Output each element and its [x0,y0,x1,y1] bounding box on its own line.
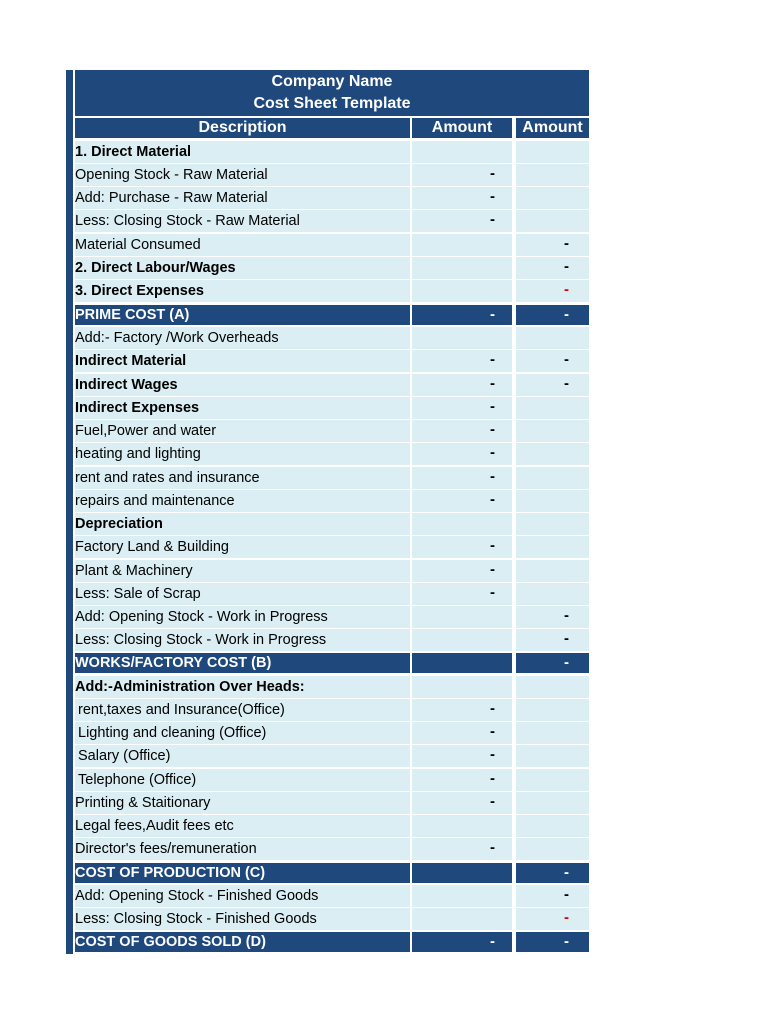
row-label: repairs and maintenance [75,490,410,512]
amount-cell-a1 [412,699,512,721]
header-amount-1: Amount [412,118,512,138]
amount-value-a1: - [490,211,495,228]
amount-cell-a2 [516,467,589,489]
amount-value-a2: - [564,630,569,647]
amount-cell-a2 [516,420,589,442]
amount-cell-a2 [516,792,589,814]
row-label: rent and rates and insurance [75,467,410,489]
amount-value-a2: - [564,909,569,926]
amount-cell-a1 [412,164,512,186]
row-label: Salary (Office) [75,745,410,767]
row-label: Indirect Expenses [75,397,410,419]
amount-value-a2: - [564,864,569,881]
amount-cell-a1 [412,234,512,256]
amount-value-a1: - [490,839,495,856]
amount-value-a2: - [564,933,569,950]
amount-value-a2: - [564,654,569,671]
row-label: 1. Direct Material [75,141,410,163]
amount-cell-a2 [516,257,589,279]
amount-cell-a1 [412,653,512,673]
amount-cell-a2 [516,397,589,419]
amount-value-a2: - [564,351,569,368]
amount-value-a2: - [564,886,569,903]
amount-cell-a2 [516,885,589,907]
amount-cell-a1 [412,141,512,163]
amount-cell-a2 [516,280,589,302]
amount-cell-a2 [516,745,589,767]
amount-cell-a2 [516,164,589,186]
row-label: Material Consumed [75,234,410,256]
amount-cell-a1 [412,305,512,325]
amount-cell-a1 [412,676,512,698]
amount-cell-a2 [516,815,589,837]
amount-cell-a1 [412,513,512,535]
amount-value-a1: - [490,537,495,554]
header-amount-2: Amount [516,118,589,138]
subtotal-label: COST OF GOODS SOLD (D) [75,932,410,952]
left-border-bar [66,70,73,954]
amount-value-a2: - [564,281,569,298]
amount-cell-a2 [516,490,589,512]
amount-value-a1: - [490,793,495,810]
amount-cell-a2 [516,769,589,791]
row-label: Director's fees/remuneration [75,838,410,860]
amount-cell-a1 [412,397,512,419]
amount-cell-a1 [412,815,512,837]
amount-cell-a2 [516,699,589,721]
amount-cell-a1 [412,536,512,558]
row-label: Indirect Wages [75,374,410,396]
amount-value-a1: - [490,723,495,740]
amount-cell-a1 [412,722,512,744]
amount-cell-a2 [516,443,589,465]
row-label: Less: Closing Stock - Work in Progress [75,629,410,651]
amount-cell-a2 [516,536,589,558]
row-label: Add: Purchase - Raw Material [75,187,410,209]
amount-cell-a1 [412,606,512,628]
amount-cell-a2 [516,234,589,256]
amount-value-a1: - [490,468,495,485]
row-label: Indirect Material [75,350,410,372]
amount-cell-a1 [412,490,512,512]
row-label: Plant & Machinery [75,560,410,582]
row-label: Lighting and cleaning (Office) [75,722,410,744]
company-name: Company Name [271,73,393,90]
amount-cell-a2 [516,653,589,673]
row-label: Opening Stock - Raw Material [75,164,410,186]
amount-cell-a2 [516,327,589,349]
amount-cell-a1 [412,932,512,952]
amount-cell-a2 [516,560,589,582]
amount-cell-a2 [516,210,589,232]
amount-cell-a1 [412,863,512,883]
template-title: Cost Sheet Template [253,95,411,112]
amount-value-a1: - [490,188,495,205]
amount-value-a2: - [564,607,569,624]
subtotal-label: PRIME COST (A) [75,305,410,325]
amount-cell-a2 [516,187,589,209]
row-label: 3. Direct Expenses [75,280,410,302]
row-label: Add: Opening Stock - Finished Goods [75,885,410,907]
amount-value-a1: - [490,933,495,950]
row-label: Add:- Factory /Work Overheads [75,327,410,349]
amount-value-a2: - [564,235,569,252]
subtotal-label: COST OF PRODUCTION (C) [75,863,410,883]
amount-cell-a1 [412,885,512,907]
amount-value-a2: - [564,306,569,323]
amount-cell-a2 [516,932,589,952]
amount-cell-a1 [412,745,512,767]
amount-cell-a1 [412,583,512,605]
amount-cell-a2 [516,583,589,605]
amount-cell-a1 [412,350,512,372]
amount-value-a1: - [490,700,495,717]
amount-value-a1: - [490,421,495,438]
amount-cell-a1 [412,420,512,442]
row-label: heating and lighting [75,443,410,465]
amount-cell-a2 [516,629,589,651]
amount-cell-a2 [516,606,589,628]
amount-value-a1: - [490,165,495,182]
row-label: Less: Closing Stock - Raw Material [75,210,410,232]
amount-cell-a2 [516,141,589,163]
amount-value-a1: - [490,375,495,392]
amount-value-a1: - [490,491,495,508]
row-label: rent,taxes and Insurance(Office) [75,699,410,721]
amount-value-a1: - [490,561,495,578]
row-label: Add: Opening Stock - Work in Progress [75,606,410,628]
amount-cell-a1 [412,327,512,349]
amount-cell-a1 [412,908,512,930]
row-label: Less: Sale of Scrap [75,583,410,605]
amount-cell-a1 [412,769,512,791]
amount-cell-a1 [412,467,512,489]
amount-cell-a1 [412,280,512,302]
amount-cell-a1 [412,374,512,396]
amount-value-a1: - [490,746,495,763]
amount-value-a1: - [490,351,495,368]
amount-value-a2: - [564,258,569,275]
amount-value-a2: - [564,375,569,392]
amount-cell-a2 [516,908,589,930]
amount-cell-a2 [516,374,589,396]
row-label: Less: Closing Stock - Finished Goods [75,908,410,930]
amount-value-a1: - [490,398,495,415]
subtotal-label: WORKS/FACTORY COST (B) [75,653,410,673]
amount-cell-a2 [516,350,589,372]
row-label: Printing & Staitionary [75,792,410,814]
amount-cell-a2 [516,305,589,325]
row-label: Telephone (Office) [75,769,410,791]
amount-cell-a2 [516,863,589,883]
amount-cell-a2 [516,513,589,535]
amount-value-a1: - [490,770,495,787]
amount-cell-a1 [412,838,512,860]
row-label: Add:-Administration Over Heads: [75,676,410,698]
row-label: 2. Direct Labour/Wages [75,257,410,279]
amount-cell-a1 [412,560,512,582]
amount-cell-a2 [516,676,589,698]
amount-cell-a1 [412,257,512,279]
amount-value-a1: - [490,444,495,461]
amount-cell-a1 [412,629,512,651]
row-label: Fuel,Power and water [75,420,410,442]
row-label: Legal fees,Audit fees etc [75,815,410,837]
amount-cell-a1 [412,792,512,814]
header-description: Description [75,118,410,138]
amount-cell-a2 [516,722,589,744]
amount-value-a1: - [490,306,495,323]
title-block [75,70,589,116]
row-label: Depreciation [75,513,410,535]
amount-value-a1: - [490,584,495,601]
amount-cell-a2 [516,838,589,860]
amount-cell-a1 [412,210,512,232]
amount-cell-a1 [412,187,512,209]
amount-cell-a1 [412,443,512,465]
row-label: Factory Land & Building [75,536,410,558]
